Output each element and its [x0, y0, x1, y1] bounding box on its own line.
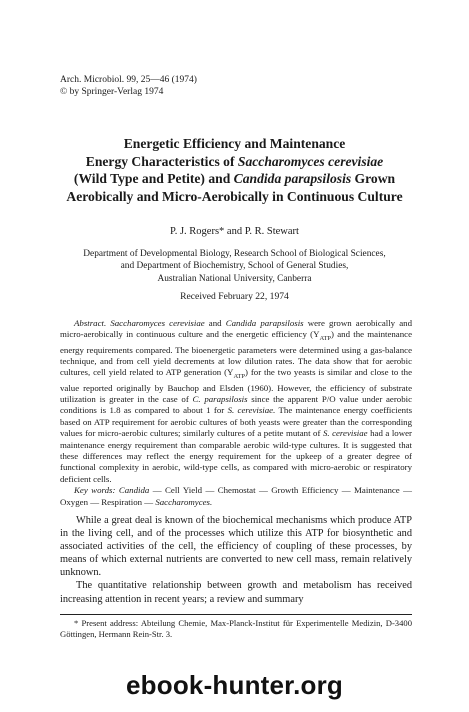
abstract-run: ) and the maintenance energy requirements compared. The bioenergetic parameters were determined using a gas-balance technique, and from cell yield decrements at low dilution rates. The data show that for aerobic cultures, cell yield related to ATP generation (Y — [60, 329, 412, 378]
journal-header — [60, 74, 197, 98]
species: Saccharomyces cerevisiae — [106, 318, 205, 328]
citation: Arch. Microbiol. 99, 25—46 (1974) — [60, 75, 197, 85]
species: Candida parapsilosis — [225, 318, 304, 328]
title-line-1: Energetic Efficiency and Maintenance — [123, 136, 346, 151]
abstract-run: The maintenance energy coefficients based on ATP requirement for aerobic cultures of both yeasts were greater than the corresponding values for micro-aerobic cultures; similarly cultures of a petite mutant of — [60, 405, 413, 439]
keyword: Saccharomyces. — [155, 496, 213, 507]
abstract — [60, 318, 412, 508]
species: C. parapsilosis — [192, 393, 248, 404]
affiliation — [0, 248, 469, 285]
abstract-run: ) for the two yeasts is similar and close to the value reported originally by Bauchop and Elsden (1960). However, the efficiency of substrate utilization is greater in the case of — [60, 367, 412, 404]
abstract-text — [60, 318, 412, 485]
abstract-run: were grown aerobically and micro-aerobically in continuous culture and the energetic efficiency (Y — [60, 318, 412, 340]
subscript-atp: ATP — [233, 373, 245, 381]
authors: P. J. Rogers* and P. R. Stewart — [170, 226, 299, 237]
article-title — [40, 135, 429, 205]
abstract-run: and — [204, 318, 226, 328]
received-date: Received February 22, 1974 — [180, 291, 289, 302]
keyword-list: — Cell Yield — Chemostat — Growth Efficiency — Maintenance — Oxygen — Respiration — — [60, 485, 412, 507]
body-text — [60, 514, 412, 606]
title-text: Grown — [351, 171, 396, 186]
key-words — [60, 485, 412, 508]
footnote — [60, 618, 412, 640]
key-words-label: Key words: — [74, 485, 116, 496]
copyright: © by Springer-Verlag 1974 — [60, 87, 164, 97]
keyword: Candida — [115, 485, 150, 496]
watermark: ebook-hunter.org — [126, 670, 343, 700]
affiliation-line-1: Department of Developmental Biology, Research School of Biological Sciences, — [83, 249, 386, 259]
subscript-atp: ATP — [319, 335, 332, 343]
species: S. cerevisiae — [322, 428, 368, 439]
title-species: Candida parapsilosis — [233, 171, 352, 186]
abstract-run: since the apparent P/O value under aerobic conditions is 1.8 as compared to about 1 for — [60, 393, 413, 416]
affiliation-line-3: Australian National University, Canberra — [157, 273, 312, 284]
footnote-divider — [60, 614, 412, 615]
title-line-3 — [40, 170, 429, 188]
title-species: Saccharomyces cerevisiae — [237, 153, 384, 169]
title-text: (Wild Type and Petite) and — [73, 171, 234, 186]
title-line-4: Aerobically and Micro-Aerobically in Continuous Culture — [66, 188, 403, 204]
paragraph-2: The quantitative relationship between growth and metabolism has received increasing attention in recent years; a review and summary — [60, 580, 412, 605]
affiliation-line-2: and Department of Biochemistry, School of General Studies, — [120, 261, 349, 272]
paragraph-1: While a great deal is known of the biochemical mechanisms which produce ATP in the living cell, and of the processes which utilize this ATP for biosynthetic and associated activities of the cell, the efficiency of coupling of these processes, by means of which external nutrients are converted to new cell mass, remain relatively unknown. — [60, 515, 412, 579]
abstract-run: had a lower maintenance energy requirement than comparable aerobic wild-type cultures. It is suggested that these differences may reflect the energy requirement for the upkeep of a greater degree of functional complexity in aerobic, wild-type cells, as compared with micro-aerobic or respiratory deficient cells. — [60, 428, 412, 484]
title-text: Energy Characteristics of — [85, 153, 238, 169]
title-line-2 — [40, 153, 429, 171]
abstract-label: Abstract. — [74, 318, 107, 328]
footnote-text: * Present address: Abteilung Chemie, Max-Planck-Institut für Experimentelle Medizin, D-3400 Göttingen, Hermann Rein-Str. 3. — [60, 618, 412, 639]
species: S. cerevisiae. — [227, 405, 276, 416]
